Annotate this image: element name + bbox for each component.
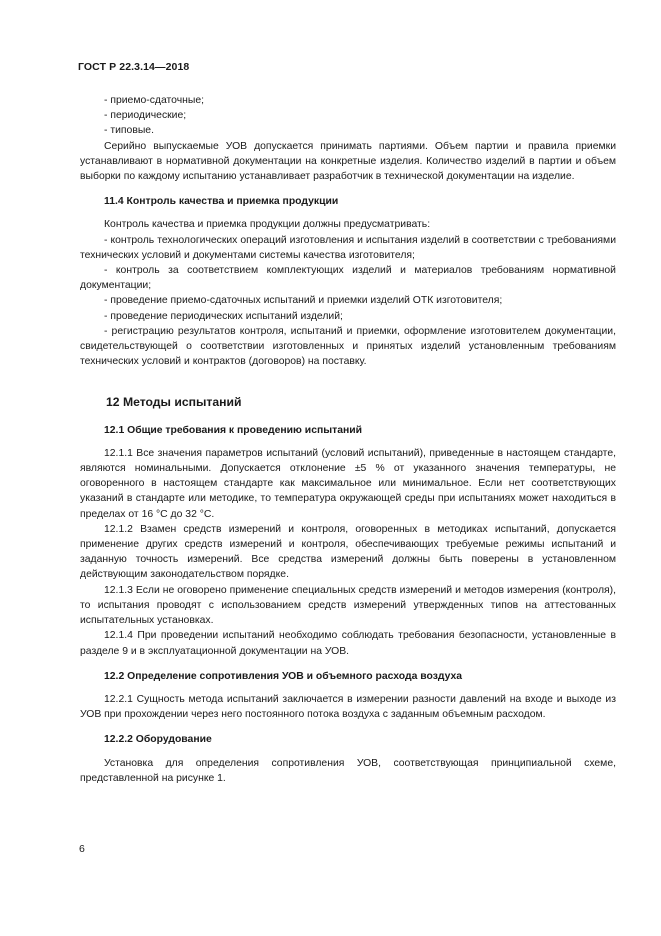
paragraph-quality-control: Контроль качества и приемка продукции должны предусматривать: [104,219,431,231]
section-heading-12-1: 12.1 Общие требования к проведению испытаний [104,424,363,436]
list-item: - проведение приемо-сдаточных испытаний и приемки изделий ОТК изготовителя; [104,295,503,307]
section-heading-11-4: 11.4 Контроль качества и приемка продукции [104,196,339,208]
paragraph-installation: Установка для определения сопротивления УОВ, соответствующая принципиальной схеме, представленной на рисунке 1. [80,757,616,784]
list-item: - типовые. [104,125,154,137]
paragraph-12-2-1: 12.2.1 Сущность метода испытаний заключается в измерении разности давлений на входе и выходе из УОВ при прохождении через него постоянного потока воздуха с заданным объемным расходом. [80,693,616,721]
page-number: 6 [79,843,85,855]
section-heading-12-2: 12.2 Определение сопротивления УОВ и объемного расхода воздуха [104,670,463,682]
list-item: - приемо-сдаточные; [104,95,205,106]
paragraph-12-1-1: 12.1.1 Все значения параметров испытаний (условий испытаний), приведенные в настоящем стандарте, являются номинальными. Допускается отклонение ±5 % от указанного значения температуры, не оговоренного в настоящем стандарте как максимальное или минимальное. Если нет соответствующих указаний в стандарте или методике, то температура окружающей среды при испытаниях может находиться в пределах от 16 °С до 32 °С. [80,447,616,520]
paragraph-12-1-4: 12.1.4 При проведении испытаний необходимо соблюдать требования безопасности, установленные в разделе 9 и в эксплуатационной документации на УОВ. [80,630,616,657]
list-item: - контроль технологических операций изготовления и испытания изделий в соответствии с требованиями технических условий и документами системы качества изготовителя; [80,234,616,261]
list-item: - регистрацию результатов контроля, испытаний и приемки, оформление изготовителем документации, свидетельствующей о соответствии изготовленных и принятых изделий установленным требованиям технических условий и контрактов (договоров) на поставку. [80,325,616,368]
document-body [80,93,616,786]
paragraph-12-1-3: 12.1.3 Если не оговорено применение специальных средств измерений и методов измерения (контроля), то испытания проводят с использованием средств измерений утвержденных типов на аттестованных испытательных установках. [80,584,616,627]
list-item: - контроль за соответствием комплектующих изделий и материалов требованиям нормативной документации; [80,265,616,292]
document-header: ГОСТ Р 22.3.14—2018 [78,61,190,73]
paragraph-serial-acceptance: Серийно выпускаемые УОВ допускается принимать партиями. Объем партии и правила приемки устанавливают в нормативной документации на конкретные изделия. Количество изделий в партии и объем выборки по каждому испытанию устанавливает разработчик в технической документации на изделие. [80,140,616,183]
section-heading-12-2-2: 12.2.2 Оборудование [104,734,212,746]
paragraph-12-1-2: 12.1.2 Взамен средств измерений и контроля, оговоренных в методиках испытаний, допускается применение других средств измерений и контроля, обеспечивающих требуемые режимы испытаний и заданную точность измерений. Все средства измерений должны быть поверены в установленном действующим законодательством порядке. [80,523,616,581]
list-item: - проведение периодических испытаний изделий; [104,310,343,322]
section-heading-12: 12 Методы испытаний [106,395,242,410]
list-item: - периодические; [104,110,187,122]
